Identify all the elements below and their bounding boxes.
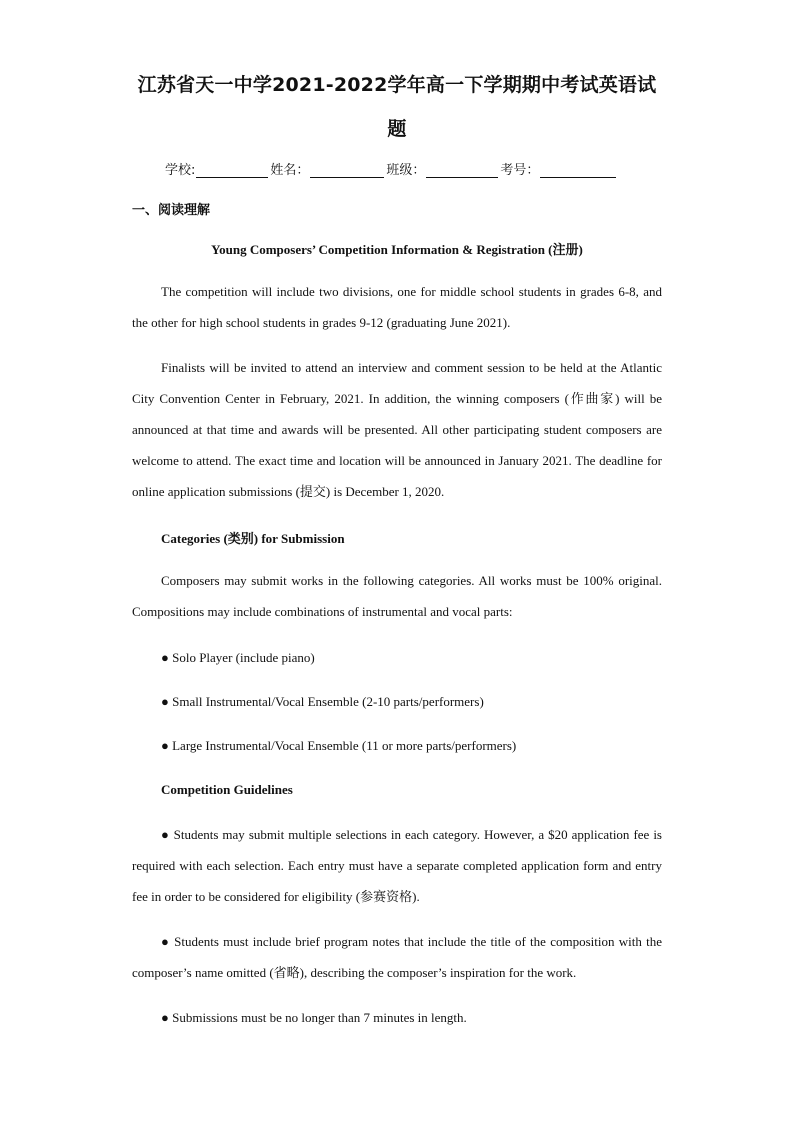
school-label: 学校:	[165, 163, 196, 178]
category-item: ● Small Instrumental/Vocal Ensemble (2-10 parts/performers)	[161, 694, 484, 709]
paragraph-1: The competition will include two divisions, one for middle school students in grades 6-8, and the other for high school students in grades 9-12 (graduating June 2021).	[132, 284, 662, 330]
page-title-continued: 题	[387, 118, 407, 140]
page-title: 江苏省天一中学2021-2022学年高一下学期期中考试英语试	[137, 74, 657, 96]
category-item: ● Solo Player (include piano)	[161, 650, 315, 665]
guidelines-heading: Competition Guidelines	[161, 782, 293, 797]
number-label: 考号：	[500, 163, 540, 178]
section-heading: 一、阅读理解	[132, 203, 211, 218]
guideline-item: ● Students must include brief program notes that include the title of the composition with the composer’s name omitted (省略), describing the composer’s inspiration for the work.	[132, 934, 662, 980]
class-blank[interactable]	[426, 163, 498, 178]
class-label: 班级：	[386, 163, 426, 178]
category-item: ● Large Instrumental/Vocal Ensemble (11 or more parts/performers)	[161, 738, 517, 753]
school-blank[interactable]	[196, 163, 268, 178]
number-blank[interactable]	[540, 163, 616, 178]
categories-heading: Categories (类别) for Submission	[161, 531, 345, 546]
name-blank[interactable]	[310, 163, 384, 178]
guideline-item: ● Students may submit multiple selections in each category. However, a $20 application fee is required with each selection. Each entry must have a separate completed application form and entry fee in order to be considered for eligibility (参赛资格).	[132, 827, 662, 904]
passage-title: Young Composers’ Competition Information & Registration (注册)	[211, 242, 583, 257]
paragraph-2: Finalists will be invited to attend an interview and comment session to be held at the Atlantic City Convention Center in February, 2021. In addition, the winning composers (作曲家) will be announced at that time and awards will be presented. All other participating student composers are welcome to attend. The exact time and location will be announced in January 2021. The deadline for online application submissions (提交) is December 1, 2020.	[132, 360, 662, 499]
categories-intro: Composers may submit works in the following categories. All works must be 100% original. Compositions may include combinations of instrumental and vocal parts:	[132, 573, 662, 619]
student-info-line	[165, 159, 618, 178]
guideline-item: ● Submissions must be no longer than 7 minutes in length.	[161, 1010, 467, 1025]
name-label: 姓名：	[270, 163, 310, 178]
